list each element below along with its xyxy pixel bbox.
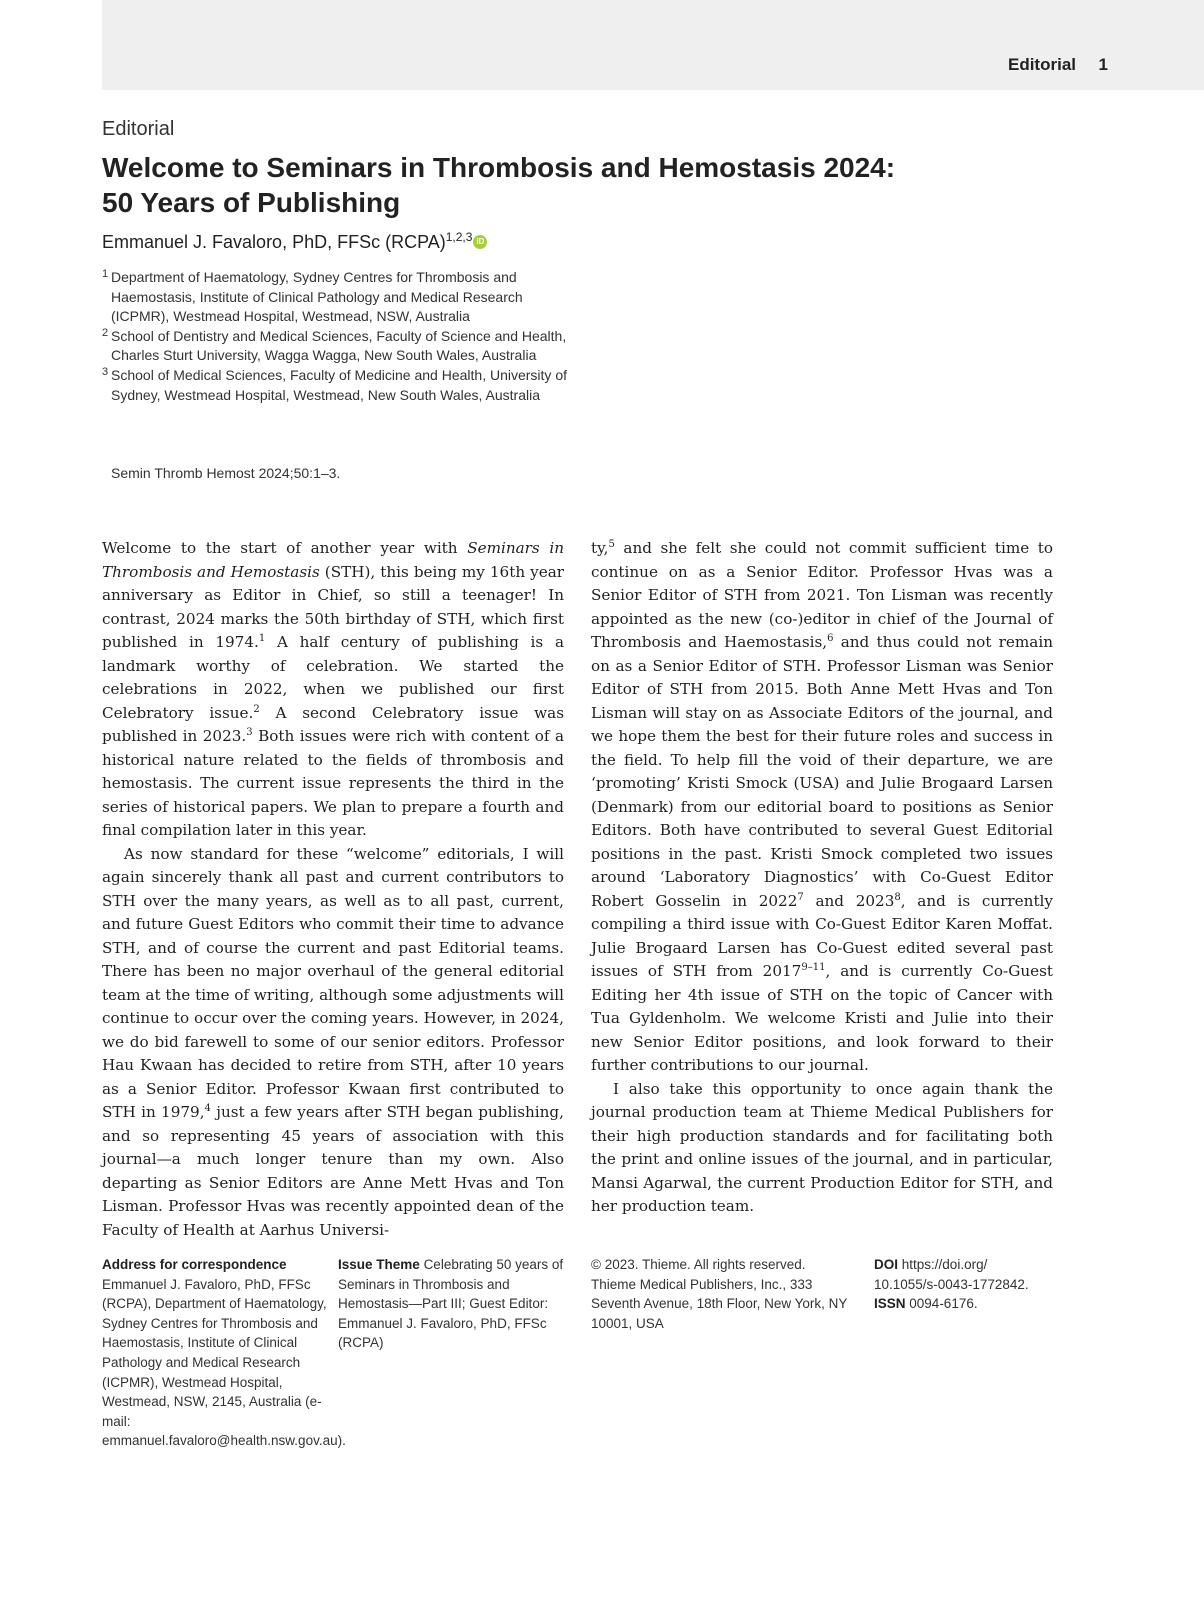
correspondence-label: Address for correspondence [102,1257,287,1272]
orcid-icon[interactable]: iD [473,235,487,249]
text-run: , and is currently compiling a third issue with Co-Guest Editor Karen Moffat. Julie Brogaard Larsen has Co-Guest edited several past issues of STH from 2017 [591,891,1053,980]
article-title [102,150,1002,220]
reference-mark[interactable]: 9–11 [801,961,826,973]
doi-block [874,1255,1074,1314]
body-column-left [102,537,564,1242]
paragraph-2-part-1 [102,843,564,1243]
reference-mark[interactable]: 7 [797,891,804,903]
text-run: Welcome to the start of another year with [102,539,468,557]
text-run-split-b: just a few years after STH began publishing, and so representing 45 years of association with this journal—a much longer tenure than my own. Also departing as Senior Editors are Anne Mett Hvas and Ton Lisman. Professor Hvas was recently appointed dean of the Faculty of Health at Aarhus Universi- [102,1103,564,1239]
reference-mark[interactable]: 1 [258,632,266,644]
text-run-split-b-rest: ty, [591,539,609,557]
body-column-right [591,537,1053,1219]
correspondence-text: Emmanuel J. Favaloro, PhD, FFSc (RCPA), Department of Haematology, Sydney Centres for Thrombosis and Haemostasis, Institute of Clinical Pathology and Medical Research (ICPMR), Westmead Hospital, Westmead, NSW, 2145, Australia (e-mail: emmanuel.favaloro@health.nsw.gov.au). [102,1276,346,1449]
section-label: Editorial [102,118,175,140]
author-line [102,230,487,253]
journal-name: Seminars in Thrombosis and Hemostasis [102,539,564,581]
header-band [102,0,1204,90]
text-run: As now standard for these “welcome” editorials, I will again sincerely thank all past and current contributors to STH over the many years, as well as to all past, current, and future Guest Editors who commit their time to advance STH, and of course the current and past Editorial teams. There has been no major overhaul of the general editorial team at the time of writing, although some adjustments will continue to occur over the coming years. However, in 2024, we do bid farewell to some of our senior editors. Professor Hau Kwaan has decided to retire from STH, after 10 years as a Senior Editor. Professor Kwaan first contributed to STH in 1979, [102,844,564,1121]
text-run: and she felt she could not commit sufficient time to continue on as a Senior Editor. Professor Hvas was a Senior Editor of STH from 2021. Ton Lisman was recently appointed as the new (co-)editor in chief of the Journal of Thrombosis and Haemostasis, [591,539,1053,651]
copyright-block: © 2023. Thieme. All rights reserved. Thieme Medical Publishers, Inc., 333 Seventh Avenue, 18th Floor, New York, NY 10001, USA [591,1257,848,1331]
citation: Semin Thromb Hemost 2024;50:1–3. [111,465,341,481]
issn-label: ISSN [874,1296,906,1312]
paragraph-3: I also take this opportunity to once again thank the journal production team at Thieme Medical Publishers for their high production standards and for facilitating both the print and online issues of the journal, and in particular, Mansi Agarwal, the current Production Editor for STH, and her production team. [591,1079,1053,1215]
doi-value-part-2[interactable]: 10.1055/s-0043-1772842. [874,1276,1029,1292]
doi-label: DOI [874,1257,899,1272]
affiliation-text: School of Medical Sciences, Faculty of Medicine and Health, University of Sydney, Westmead Hospital, Westmead, New South Wales, Australia [111,366,567,403]
issue-theme-text: Celebrating 50 years of Seminars in Thrombosis and Hemostasis—Part III; Guest Editor: Emmanuel J. Favaloro, PhD, FFSc (RCPA) [338,1257,564,1351]
text-run: and 2023 [803,891,895,910]
text-run: A half century of publishing is a landmark worthy of celebration. We started the celebrations in 2022, when we published our first Celebratory issue. [102,633,564,722]
issue-theme-label: Issue Theme [338,1257,420,1272]
running-head: Editorial [1007,55,1076,74]
affiliation-number: 2 [102,326,109,339]
reference-mark[interactable]: 5 [608,538,615,550]
author-name: Emmanuel J. Favaloro, PhD, FFSc (RCPA) [102,232,446,252]
reference-mark[interactable]: 8 [894,891,901,903]
affiliation-number: 3 [102,365,109,378]
text-run: A second Celebratory issue was published in 2023. [102,703,565,745]
paragraph-1 [102,537,564,843]
doi-value-part-1[interactable]: https://doi.org/ [901,1257,988,1272]
issn-value: 0094-6176. [909,1296,978,1312]
text-run: , and is currently Co-Guest Editing her 4th issue of STH on the topic of Cancer with Tua Gyldenholm. We welcome Kristi and Julie into their new Senior Editor positions, and look forward to their further contributions to our journal. [591,962,1053,1074]
reference-mark[interactable]: 3 [246,726,253,738]
page-number: 1 [1098,55,1108,74]
affiliation-number: 1 [102,268,109,280]
affiliation-2 [102,327,572,366]
affiliation-text: School of Dentistry and Medical Sciences, Faculty of Science and Health, Charles Sturt University, Wagga Wagga, New South Wales, Australia [111,327,567,364]
affiliation-3 [102,366,572,405]
text-run: Both issues were rich with content of a historical nature related to the fields of thrombosis and hemostasis. The current issue represents the third in the series of historical papers. We plan to prepare a fourth and final compilation later in this year. [102,727,565,839]
affiliations [102,268,572,405]
paragraph-2-part-2 [591,537,1053,1078]
affiliation-text: Department of Haematology, Sydney Centres for Thrombosis and Haemostasis, Institute of Clinical Pathology and Medical Research (ICPMR), Westmead Hospital, Westmead, NSW, Australia [111,269,523,325]
reference-mark[interactable]: 6 [827,632,834,644]
issue-theme-block [338,1255,570,1353]
text-run: (STH), this being my 16th year anniversary as Editor in Chief, so still a teenager! In contrast, 2024 marks the 50th birthday of STH, which first published in 1974. [102,562,565,651]
correspondence-block [102,1255,346,1451]
text-run: and thus could not remain on as a Senior Editor of STH. Professor Lisman was Senior Editor of STH from 2015. Both Anne Mett Hvas and Ton Lisman will stay on as Associate Editors of the journal, and we hope them the best for their future roles and success in the field. To help fill the void of their departure, we are ‘promoting’ Kristi Smock (USA) and Julie Brogaard Larsen (Denmark) from our editorial board to positions as Senior Editors. Both have contributed to several Guest Editorial positions in the past. Kristi Smock completed two issues around ‘Laboratory Diagnostics’ with Co-Guest Editor Robert Gosselin in 2022 [591,633,1053,910]
author-affiliation-marks: 1,2,3 [445,230,473,244]
reference-mark[interactable]: 4 [204,1102,211,1114]
affiliation-1 [102,268,572,327]
reference-mark[interactable]: 2 [253,703,260,715]
title-line-2: 50 Years of Publishing [102,187,401,218]
title-line-1: Welcome to Seminars in Thrombosis and Hemostasis 2024: [102,152,896,183]
